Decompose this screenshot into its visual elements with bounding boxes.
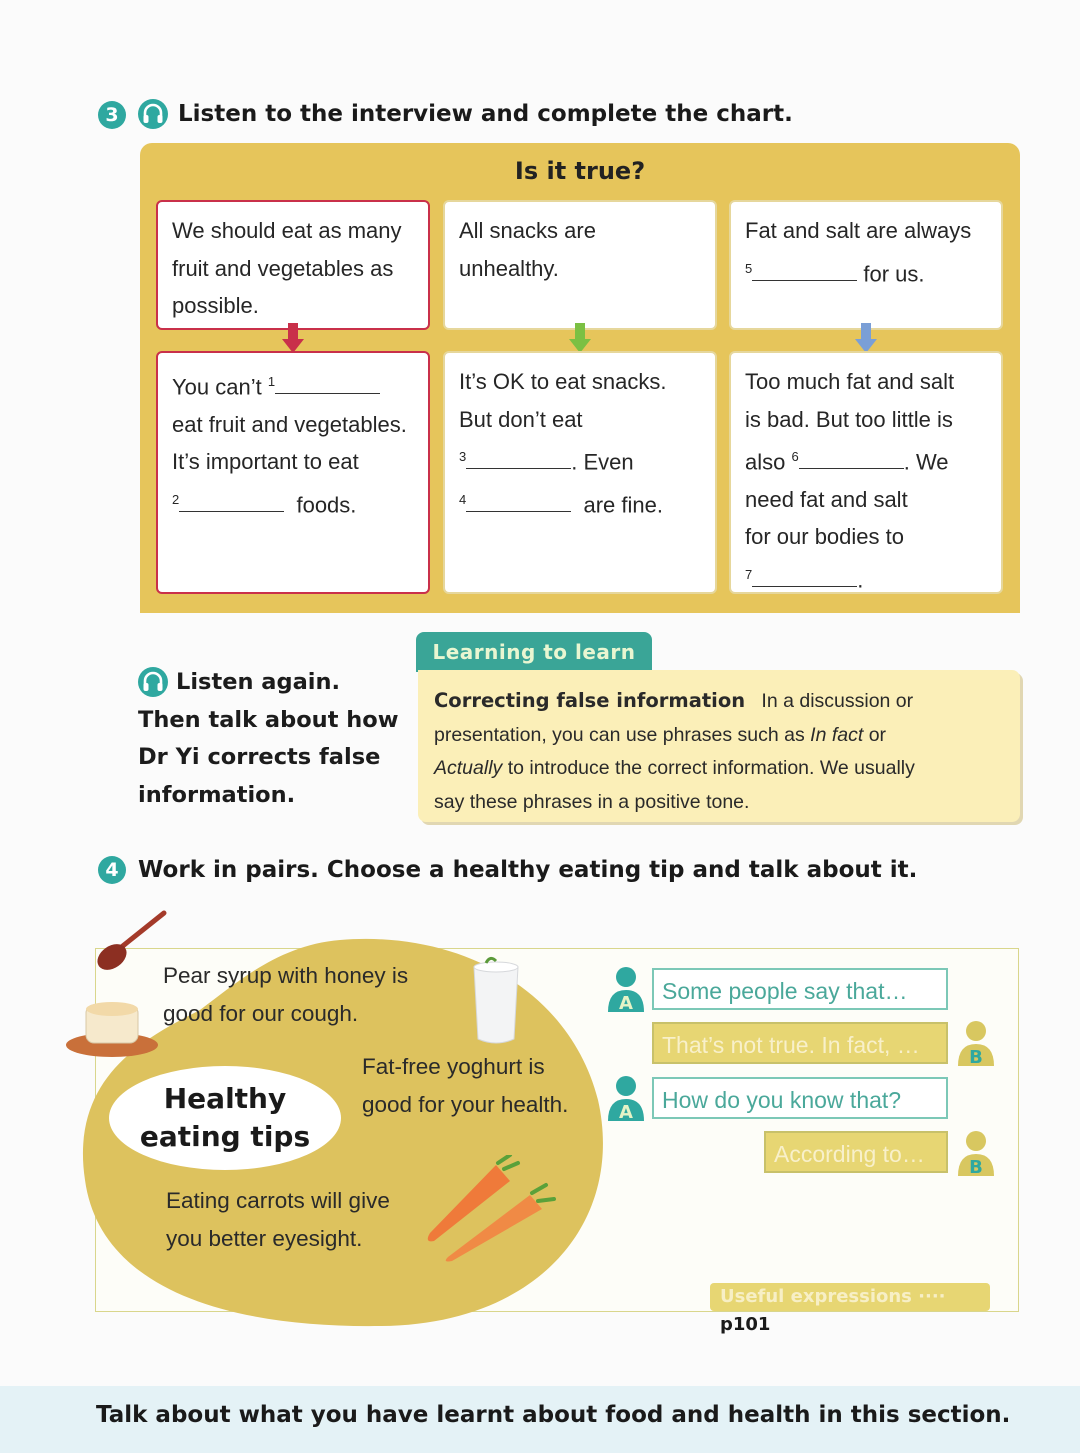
dialogue-bubble-a: How do you know that? xyxy=(652,1077,948,1119)
truth-text: foods. xyxy=(296,492,357,518)
ltl-text: say these phrases in a positive tone. xyxy=(434,790,750,813)
speaker-a-icon xyxy=(605,1075,647,1123)
dialogue-bubble-b: According to… xyxy=(764,1131,948,1173)
statement-text: Fat and salt are always xyxy=(745,218,972,243)
truth-text: . xyxy=(857,567,864,593)
truth-card-3 xyxy=(729,351,1003,594)
task-number-badge xyxy=(98,101,126,129)
speaker-b-icon xyxy=(955,1020,997,1068)
truth-text: need fat and salt xyxy=(745,486,908,512)
task3-title: Listen to the interview and complete the chart. xyxy=(178,101,793,127)
svg-text:A: A xyxy=(619,1102,633,1123)
truth-text: You can’t xyxy=(172,374,262,400)
blank-number: 4 xyxy=(459,491,467,507)
truth-text: eat fruit and vegetables. xyxy=(172,411,407,437)
truth-text: for our bodies to xyxy=(745,524,904,550)
svg-text:A: A xyxy=(619,993,633,1014)
learning-to-learn-box xyxy=(418,670,1020,822)
statement-card-2 xyxy=(443,200,717,330)
task4-title: Work in pairs. Choose a healthy eating tip and talk about it. xyxy=(138,857,918,883)
truth-text: are fine. xyxy=(583,492,663,518)
dialogue-bubble-a: Some people say that… xyxy=(652,968,948,1010)
task-number-badge xyxy=(98,856,126,884)
ltl-italic: Actually xyxy=(434,757,503,779)
arrow-down-icon xyxy=(855,323,877,353)
instruction-line: Then talk about how xyxy=(138,706,399,733)
healthy-eating-tips-label xyxy=(110,1080,340,1156)
answer-blank-5[interactable] xyxy=(752,262,857,281)
tip-text: Fat-free yoghurt is xyxy=(362,1054,545,1079)
carrots-icon xyxy=(418,1155,558,1265)
arrow-down-icon xyxy=(569,323,591,353)
svg-text:B: B xyxy=(969,1157,983,1178)
truth-text: It’s important to eat xyxy=(172,449,359,475)
label-line: Healthy xyxy=(163,1082,287,1115)
answer-blank-2[interactable] xyxy=(179,493,284,512)
tip-text: good for your health. xyxy=(362,1092,569,1117)
truth-card-1 xyxy=(156,351,430,594)
task-number: 4 xyxy=(105,859,119,881)
blank-number: 7 xyxy=(745,566,753,582)
ltl-text: or xyxy=(868,723,887,746)
blank-number: 3 xyxy=(459,449,467,464)
learning-to-learn-tab: Learning to learn xyxy=(416,632,652,672)
tip-text: Pear syrup with honey is xyxy=(163,963,409,988)
instruction-line: Listen again. xyxy=(176,669,341,695)
tip-carrots xyxy=(166,1182,390,1258)
blank-number: 1 xyxy=(267,374,276,389)
ltl-text: In a discussion or xyxy=(761,690,914,712)
svg-text:B: B xyxy=(969,1047,983,1068)
truth-text: also xyxy=(745,449,786,475)
tip-text: you better eyesight. xyxy=(166,1226,363,1251)
tip-text: good for our cough. xyxy=(163,1001,359,1026)
answer-blank-7[interactable] xyxy=(752,568,857,587)
statement-text: We should eat as many fruit and vegetables as possible. xyxy=(172,218,402,318)
truth-text: But don’t eat xyxy=(459,406,583,432)
ltl-text: to introduce the correct information. We usually xyxy=(507,757,915,779)
arrow-down-icon xyxy=(282,323,304,353)
useful-page: p101 xyxy=(720,1314,771,1335)
statement-text: All snacks are unhealthy. xyxy=(459,218,596,281)
tip-pear-syrup xyxy=(163,957,408,1033)
pear-syrup-icon xyxy=(64,905,174,1065)
blank-number: 5 xyxy=(745,260,753,276)
instruction-line: Dr Yi corrects false xyxy=(138,744,381,770)
listen-again-instructions xyxy=(138,664,408,814)
tip-text: Eating carrots will give xyxy=(166,1188,390,1213)
useful-label: Useful expressions xyxy=(720,1286,912,1307)
truth-card-2 xyxy=(443,351,717,594)
blank-number: 6 xyxy=(791,449,799,464)
label-line: eating tips xyxy=(139,1120,311,1153)
truth-text: . We xyxy=(903,449,949,475)
true-false-chart xyxy=(140,143,1020,613)
blank-number: 2 xyxy=(172,491,180,507)
truth-text: . Even xyxy=(571,449,634,475)
statement-card-1 xyxy=(156,200,430,330)
answer-blank-4[interactable] xyxy=(466,493,571,512)
speaker-b-icon xyxy=(955,1130,997,1178)
answer-blank-6[interactable] xyxy=(799,450,904,469)
answer-blank-3[interactable] xyxy=(466,450,571,469)
speaker-a-icon xyxy=(605,966,647,1014)
useful-expressions-link[interactable]: Useful expressions ···· p101 xyxy=(710,1283,990,1311)
yoghurt-icon xyxy=(466,955,526,1047)
task-number: 3 xyxy=(105,104,119,126)
instruction-line: information. xyxy=(138,781,296,808)
ltl-heading: Correcting false information xyxy=(434,689,746,712)
ltl-italic: In fact xyxy=(810,723,864,746)
statement-text: for us. xyxy=(863,260,925,286)
tip-yoghurt xyxy=(362,1048,568,1124)
chart-title: Is it true? xyxy=(514,157,646,185)
dialogue-bubble-b: That’s not true. In fact, … xyxy=(652,1022,948,1064)
truth-text: is bad. But too little is xyxy=(745,406,953,432)
headphones-icon xyxy=(138,99,168,129)
statement-card-3 xyxy=(729,200,1003,330)
ltl-text: presentation, you can use phrases such as xyxy=(434,723,805,746)
truth-text: It’s OK to eat snacks. xyxy=(459,369,667,394)
truth-text: Too much fat and salt xyxy=(745,369,955,394)
answer-blank-1[interactable] xyxy=(275,375,380,394)
bottom-prompt: Talk about what you have learnt about food and health in this section. xyxy=(96,1402,1011,1428)
